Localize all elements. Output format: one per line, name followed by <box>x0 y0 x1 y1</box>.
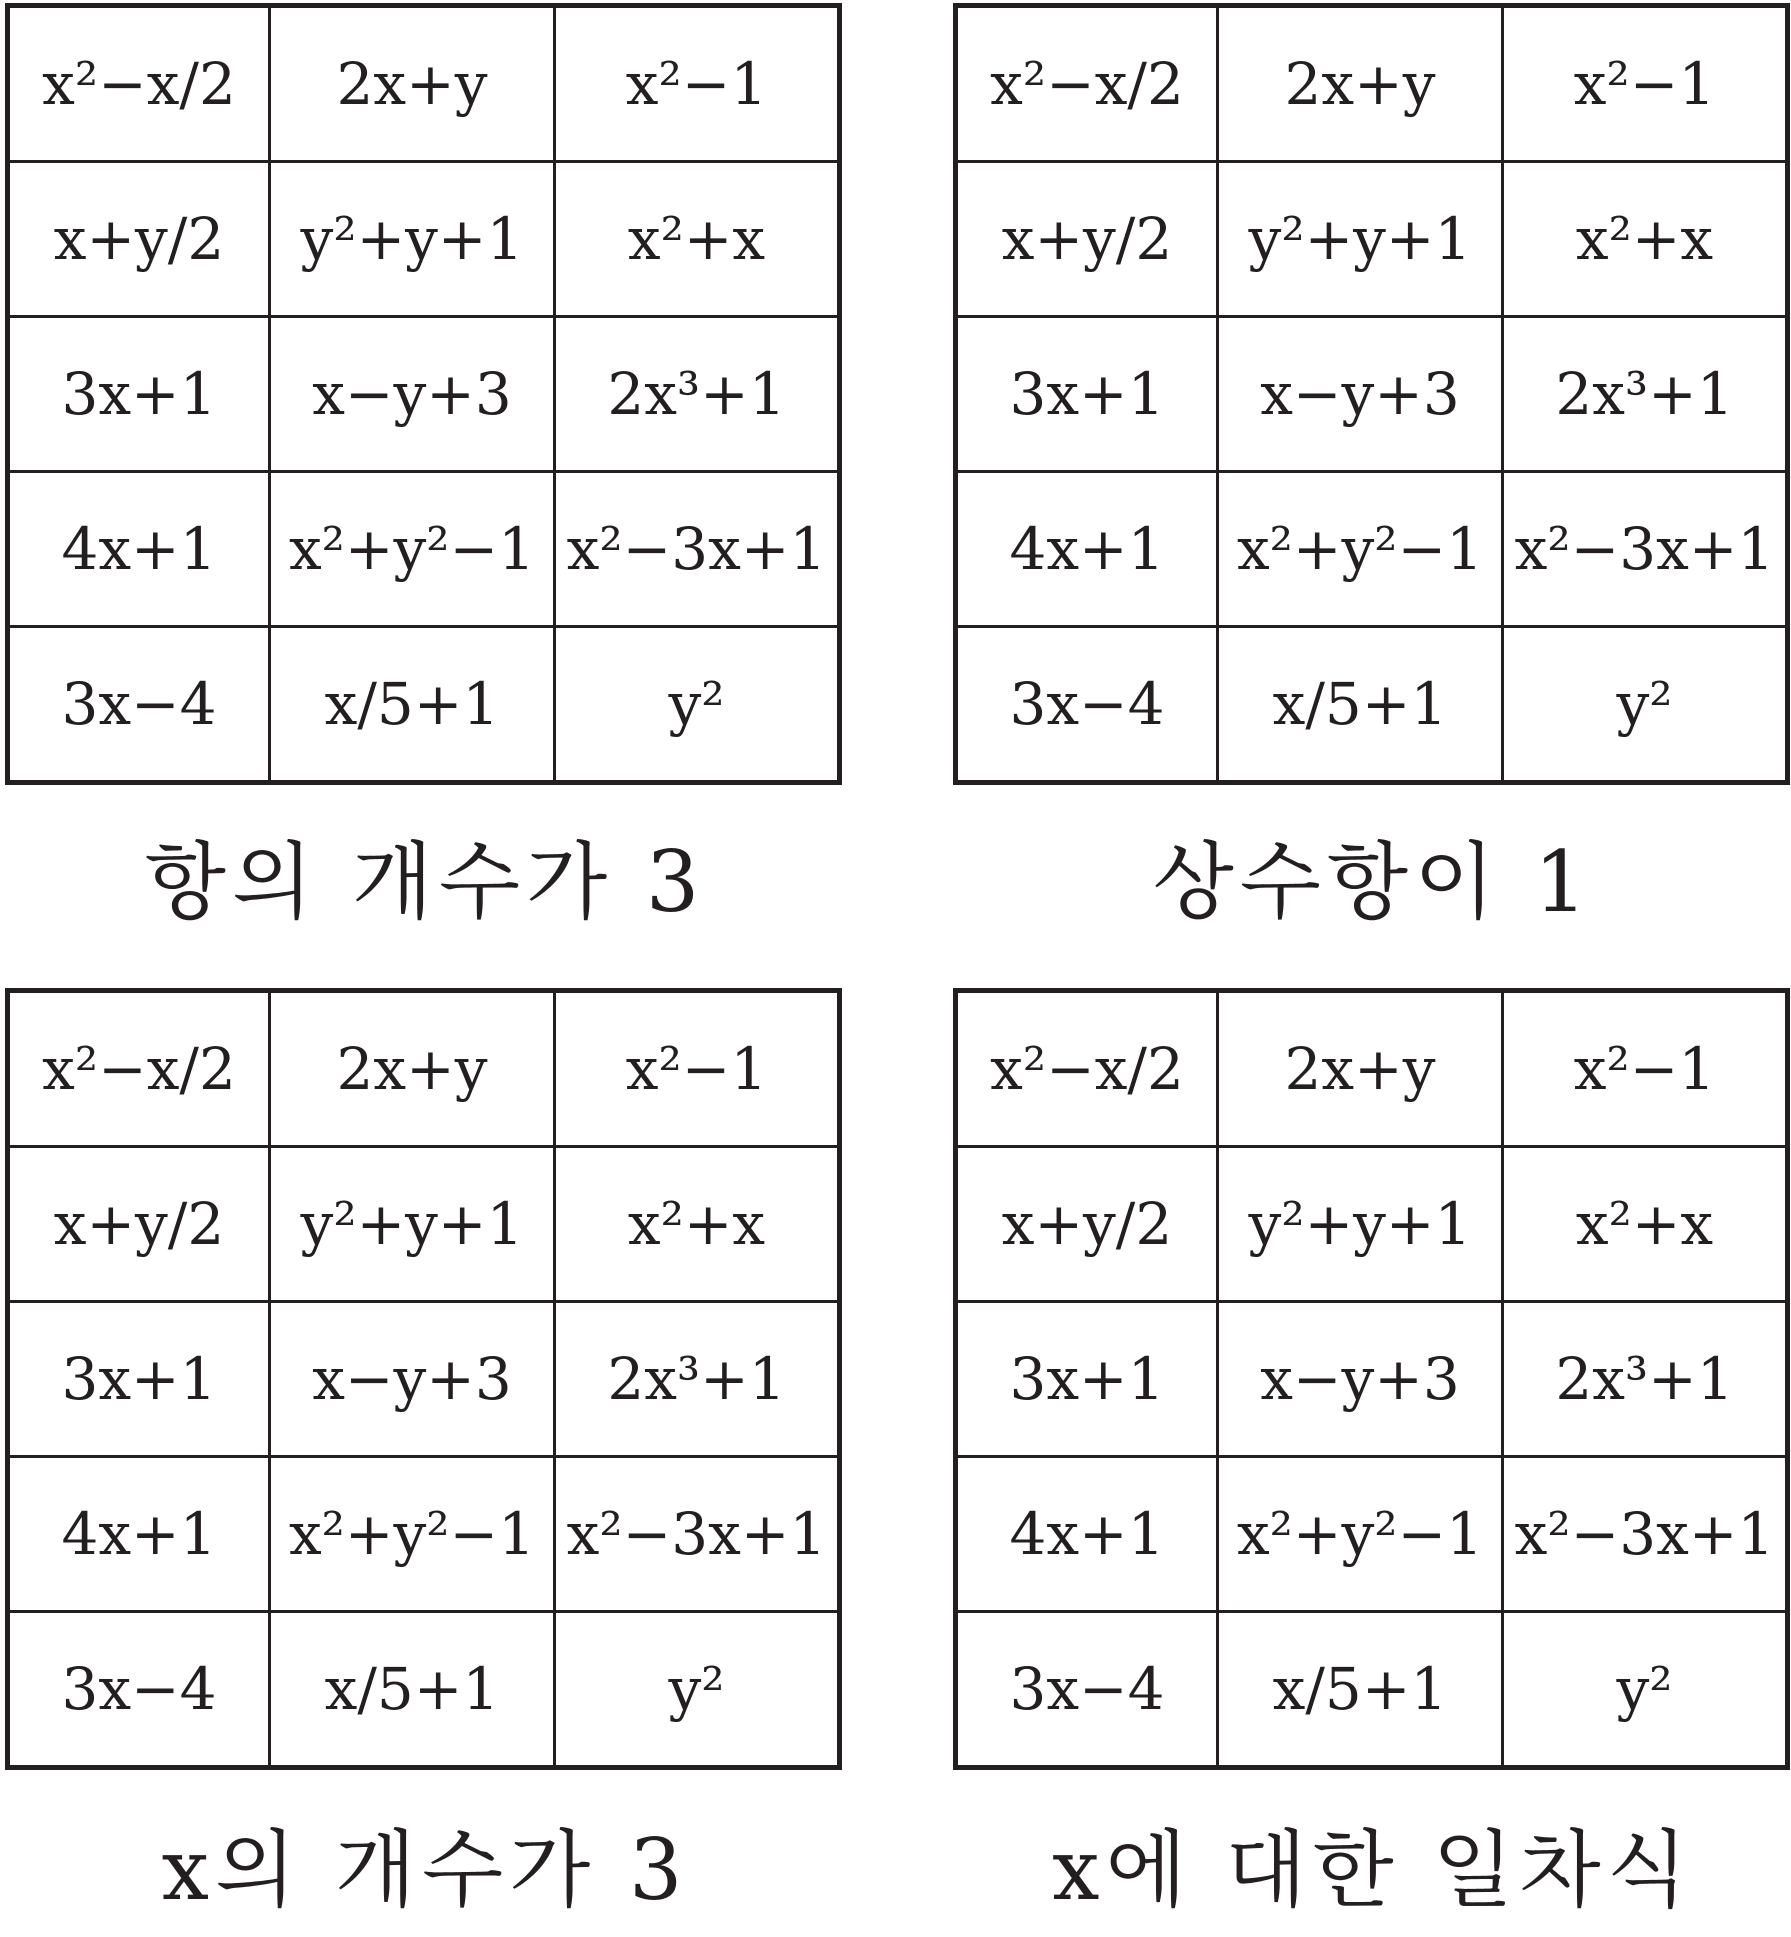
grid-row <box>956 627 1788 783</box>
expression-cell[interactable]: x/5+1 <box>270 1612 555 1768</box>
expression-cell[interactable]: 2x³+1 <box>555 1302 840 1457</box>
expression-cell[interactable]: 4x+1 <box>8 1457 270 1612</box>
expression-cell[interactable]: x²+x <box>1503 162 1788 317</box>
expression-cell[interactable]: 3x+1 <box>8 1302 270 1457</box>
expression-cell[interactable]: y²+y+1 <box>1218 162 1503 317</box>
grid-row <box>8 1302 840 1457</box>
expression-grid-3 <box>5 988 842 1770</box>
grid-row <box>956 991 1788 1147</box>
expression-cell[interactable]: x+y/2 <box>8 162 270 317</box>
expression-cell[interactable]: x²−1 <box>555 991 840 1147</box>
expression-cell[interactable]: x²+y²−1 <box>270 472 555 627</box>
expression-cell[interactable]: x−y+3 <box>270 317 555 472</box>
expression-cell[interactable]: x²+x <box>555 1147 840 1302</box>
grid-row <box>8 627 840 783</box>
expression-cell[interactable]: 2x³+1 <box>1503 317 1788 472</box>
expression-cell[interactable]: 2x+y <box>1218 991 1503 1147</box>
expression-cell[interactable]: x−y+3 <box>270 1302 555 1457</box>
expression-grid-4 <box>953 988 1790 1770</box>
expression-cell[interactable]: y² <box>555 627 840 783</box>
expression-cell[interactable]: 2x³+1 <box>1503 1302 1788 1457</box>
expression-cell[interactable]: 3x+1 <box>956 317 1218 472</box>
expression-cell[interactable]: 4x+1 <box>8 472 270 627</box>
expression-cell[interactable]: x²−x/2 <box>956 991 1218 1147</box>
expression-cell[interactable]: y²+y+1 <box>1218 1147 1503 1302</box>
expression-cell[interactable]: y² <box>555 1612 840 1768</box>
expression-cell[interactable]: 2x+y <box>1218 6 1503 162</box>
expression-cell[interactable]: x²−x/2 <box>956 6 1218 162</box>
expression-cell[interactable]: x²−3x+1 <box>555 472 840 627</box>
grid-caption-2: 상수항이 1 <box>1152 833 1594 931</box>
expression-cell[interactable]: 2x+y <box>270 6 555 162</box>
grid-row <box>956 1457 1788 1612</box>
grid-caption-3: x의 개수가 3 <box>161 1821 689 1919</box>
grid-row <box>956 1302 1788 1457</box>
expression-cell[interactable]: x−y+3 <box>1218 317 1503 472</box>
expression-cell[interactable]: x²−1 <box>1503 6 1788 162</box>
expression-cell[interactable]: x²−3x+1 <box>1503 1457 1788 1612</box>
grid-row <box>8 1147 840 1302</box>
expression-cell[interactable]: x²+y²−1 <box>1218 472 1503 627</box>
expression-cell[interactable]: 3x−4 <box>8 627 270 783</box>
expression-cell[interactable]: x/5+1 <box>1218 1612 1503 1768</box>
expression-cell[interactable]: x+y/2 <box>8 1147 270 1302</box>
grid-row <box>956 1147 1788 1302</box>
expression-cell[interactable]: x²−1 <box>555 6 840 162</box>
expression-cell[interactable]: 3x−4 <box>956 627 1218 783</box>
expression-cell[interactable]: 2x+y <box>270 991 555 1147</box>
grid-row <box>956 162 1788 317</box>
expression-cell[interactable]: 3x−4 <box>8 1612 270 1768</box>
grid-row <box>956 317 1788 472</box>
grid-row <box>8 1612 840 1768</box>
grid-row <box>8 472 840 627</box>
expression-cell[interactable]: x+y/2 <box>956 1147 1218 1302</box>
grid-row <box>956 1612 1788 1768</box>
expression-cell[interactable]: x²−x/2 <box>8 991 270 1147</box>
grid-caption-1: 항의 개수가 3 <box>144 833 706 931</box>
grid-caption-4: x에 대한 일차식 <box>1052 1821 1694 1919</box>
expression-cell[interactable]: y² <box>1503 1612 1788 1768</box>
grid-row <box>956 6 1788 162</box>
expression-cell[interactable]: x/5+1 <box>270 627 555 783</box>
expression-cell[interactable]: 3x−4 <box>956 1612 1218 1768</box>
grid-row <box>8 317 840 472</box>
expression-cell[interactable]: x²+x <box>1503 1147 1788 1302</box>
expression-cell[interactable]: x²+y²−1 <box>1218 1457 1503 1612</box>
expression-cell[interactable]: x²−1 <box>1503 991 1788 1147</box>
grid-row <box>8 991 840 1147</box>
grid-row <box>8 1457 840 1612</box>
expression-cell[interactable]: x/5+1 <box>1218 627 1503 783</box>
grid-row <box>956 472 1788 627</box>
expression-grid-1 <box>5 3 842 785</box>
grid-row <box>8 6 840 162</box>
expression-cell[interactable]: 3x+1 <box>956 1302 1218 1457</box>
expression-cell[interactable]: 2x³+1 <box>555 317 840 472</box>
expression-cell[interactable]: x+y/2 <box>956 162 1218 317</box>
expression-cell[interactable]: 4x+1 <box>956 1457 1218 1612</box>
expression-cell[interactable]: x²−3x+1 <box>555 1457 840 1612</box>
expression-cell[interactable]: y² <box>1503 627 1788 783</box>
grid-row <box>8 162 840 317</box>
expression-cell[interactable]: 4x+1 <box>956 472 1218 627</box>
expression-grid-2 <box>953 3 1790 785</box>
expression-cell[interactable]: y²+y+1 <box>270 162 555 317</box>
expression-cell[interactable]: x²−3x+1 <box>1503 472 1788 627</box>
expression-cell[interactable]: y²+y+1 <box>270 1147 555 1302</box>
expression-cell[interactable]: 3x+1 <box>8 317 270 472</box>
expression-cell[interactable]: x−y+3 <box>1218 1302 1503 1457</box>
expression-cell[interactable]: x²+x <box>555 162 840 317</box>
expression-cell[interactable]: x²−x/2 <box>8 6 270 162</box>
expression-cell[interactable]: x²+y²−1 <box>270 1457 555 1612</box>
